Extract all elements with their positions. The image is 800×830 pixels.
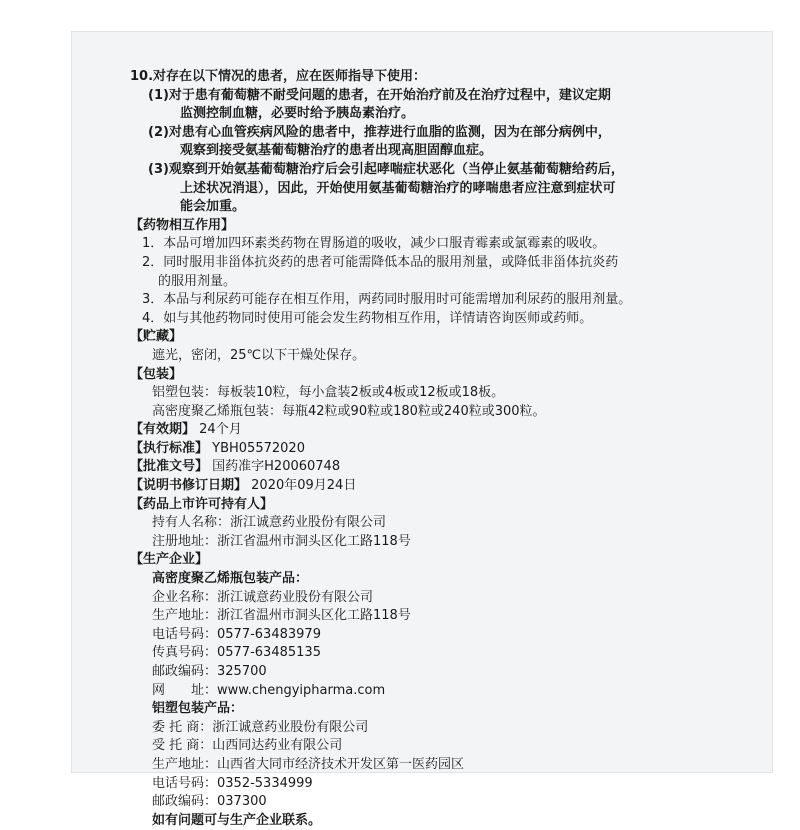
al-address-value: 山西省大同市经济技术开发区第一医药园区	[217, 756, 465, 772]
hdpe-phone-row	[130, 626, 750, 645]
al-client-label: 委 托 商：	[152, 719, 213, 735]
packaging-line1: 铝塑包装：每板装10粒，每小盒装2板或4板或12板或18板。	[152, 385, 505, 401]
leaflet-sheet	[72, 32, 772, 828]
al-phone-value: 0352-5334999	[217, 775, 313, 791]
hdpe-address-label: 生产地址：	[152, 608, 218, 624]
mah-address-row	[130, 533, 750, 552]
hdpe-address-value: 浙江省温州市洞头区化工路118号	[217, 608, 411, 624]
hdpe-product-title: 高密度聚乙烯瓶包装产品：	[152, 571, 309, 587]
interactions-header: 【药物相互作用】	[130, 217, 235, 233]
standard-header: 【执行标准】	[130, 440, 209, 456]
al-zip-value: 037300	[217, 794, 267, 810]
item10-sub1-line1: (1)对于患有葡萄糖不耐受问题的患者，在开始治疗前及在治疗过程中，建议定期	[148, 87, 611, 103]
hdpe-address-row	[130, 607, 750, 626]
al-zip-row	[130, 793, 750, 812]
item10-title: 10.对存在以下情况的患者，应在医师指导下使用：	[130, 69, 427, 84]
item10-sub3-line1: (3)观察到开始氨基葡萄糖治疗后会引起哮喘症状恶化（当停止氨基葡萄糖给药后，	[148, 161, 624, 177]
hdpe-website-value: www.chengyipharma.com	[217, 682, 386, 698]
al-zip-label: 邮政编码：	[152, 794, 218, 810]
al-address-label: 生产地址：	[152, 756, 218, 772]
al-contractor-value: 山西同达药业有限公司	[212, 738, 343, 754]
approval-row	[130, 458, 750, 477]
packaging-header: 【包装】	[130, 366, 183, 382]
hdpe-fax-row	[130, 644, 750, 663]
mah-header: 【药品上市许可持有人】	[130, 496, 274, 512]
hdpe-company-value: 浙江诚意药业股份有限公司	[217, 589, 374, 605]
item10-sub2-line2: 观察到接受氨基葡萄糖治疗的患者出现高胆固醇血症。	[180, 143, 493, 159]
al-contractor-label: 受 托 商：	[152, 738, 213, 754]
al-phone-label: 电话号码：	[152, 775, 218, 791]
interaction-4: 4．如与其他药物同时使用可能会发生药物相互作用，详情请咨询医师或药师。	[142, 310, 593, 326]
mah-holder-value: 浙江诚意药业股份有限公司	[230, 515, 387, 531]
hdpe-phone-value: 0577-63483979	[217, 626, 321, 642]
mah-address-label: 注册地址：	[152, 533, 218, 549]
mah-holder-label: 持有人名称：	[152, 515, 231, 531]
hdpe-website-row	[130, 682, 750, 701]
al-client-value: 浙江诚意药业股份有限公司	[212, 719, 369, 735]
hdpe-fax-label: 传真号码：	[152, 645, 218, 661]
al-client-row	[130, 719, 750, 738]
revision-value: 2020年09月24日	[251, 478, 357, 494]
leaflet-content	[130, 68, 750, 830]
approval-value: 国药准字H20060748	[212, 459, 341, 475]
al-product-title: 铝塑包装产品：	[152, 701, 244, 717]
al-phone-row	[130, 775, 750, 794]
validity-value: 24个月	[199, 422, 242, 438]
hdpe-phone-label: 电话号码：	[152, 626, 218, 642]
hdpe-zip-value: 325700	[217, 664, 267, 679]
interaction-3: 3．本品与利尿药可能存在相互作用，两药同时服用时可能需增加利尿药的服用剂量。	[142, 292, 632, 308]
hdpe-company-label: 企业名称：	[152, 589, 218, 605]
item10-sub3-line2: 上述状况消退），因此，开始使用氨基葡萄糖治疗的哮喘患者应注意到症状可	[180, 180, 616, 196]
hdpe-fax-value: 0577-63485135	[217, 645, 321, 661]
al-address-row	[130, 756, 750, 775]
validity-header: 【有效期】	[130, 422, 196, 438]
mah-holder-row	[130, 514, 750, 533]
interaction-1: 1．本品可增加四环素类药物在胃肠道的吸收，减少口服青霉素或氯霉素的吸收。	[142, 236, 606, 252]
validity-row	[130, 421, 750, 440]
item10-sub3-line3: 能会加重。	[180, 199, 246, 215]
manufacturer-contact-note: 如有问题可与生产企业联系。	[152, 812, 322, 828]
revision-header: 【说明书修订日期】	[130, 478, 248, 494]
storage-header: 【贮藏】	[130, 329, 183, 345]
storage-text: 遮光，密闭，25℃以下干燥处保存。	[152, 347, 366, 363]
revision-row	[130, 477, 750, 496]
hdpe-company-row	[130, 589, 750, 608]
mah-address-value: 浙江省温州市洞头区化工路118号	[217, 533, 411, 549]
interaction-2-line1: 2．同时服用非甾体抗炎药的患者可能需降低本品的服用剂量，或降低非甾体抗炎药	[142, 254, 619, 270]
packaging-line2: 高密度聚乙烯瓶包装：每瓶42粒或90粒或180粒或240粒或300粒。	[152, 403, 546, 419]
interaction-2-line2: 的服用剂量。	[158, 273, 237, 289]
standard-value: YBH05572020	[212, 440, 305, 456]
standard-row	[130, 440, 750, 459]
approval-header: 【批准文号】	[130, 459, 209, 475]
item10-sub1-line2: 监测控制血糖，必要时给予胰岛素治疗。	[180, 106, 415, 122]
hdpe-zip-row	[130, 663, 750, 682]
manufacturer-header: 【生产企业】	[130, 552, 209, 568]
item10-sub2-line1: (2)对患有心血管疾病风险的患者中，推荐进行血脂的监测，因为在部分病例中，	[148, 124, 611, 140]
hdpe-website-label: 网 址：	[152, 682, 218, 698]
hdpe-zip-label: 邮政编码：	[152, 664, 218, 679]
al-contractor-row	[130, 737, 750, 756]
